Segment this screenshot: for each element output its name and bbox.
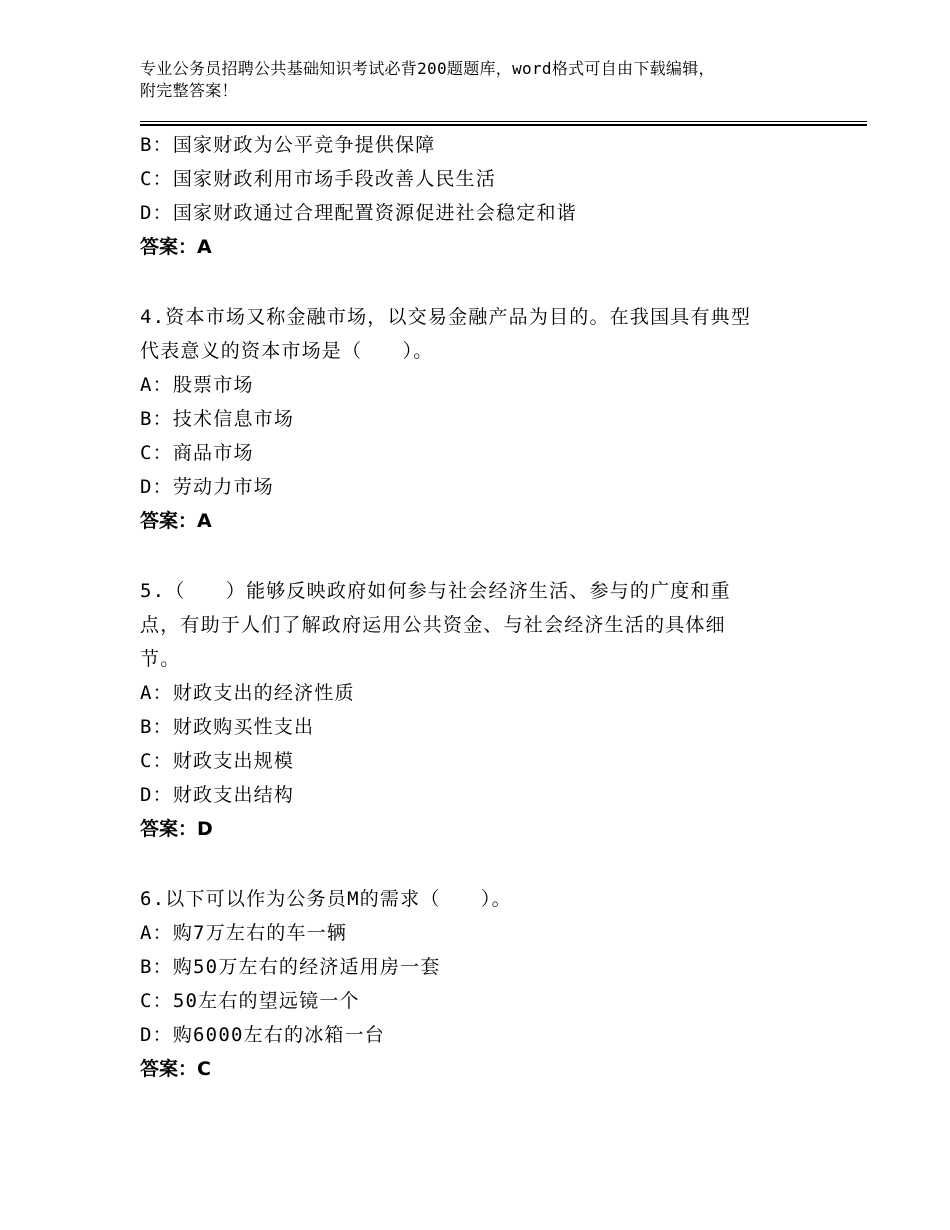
- option-c: C：50左右的望远镜一个: [140, 990, 360, 1012]
- option-b: B：国家财政为公平竞争提供保障: [140, 134, 436, 156]
- option-a: A：财政支出的经济性质: [140, 682, 355, 704]
- spacer: [140, 538, 840, 574]
- option-d: D：国家财政通过合理配置资源促进社会稳定和谐: [140, 202, 577, 224]
- option-b: B：技术信息市场: [140, 408, 295, 430]
- question-block-3: [140, 128, 840, 264]
- question-text-line-3: 节。: [140, 648, 181, 670]
- option-c: C：国家财政利用市场手段改善人民生活: [140, 168, 497, 190]
- question-text-line-2: 代表意义的资本市场是（ ）。: [140, 340, 434, 362]
- option-b: B：购50万左右的经济适用房一套: [140, 956, 441, 978]
- option-d: D：购6000左右的冰箱一台: [140, 1024, 385, 1046]
- answer-line: 答案：D: [140, 818, 213, 840]
- option-a: A：股票市场: [140, 374, 254, 396]
- option-c: C：财政支出规模: [140, 750, 295, 772]
- question-text-line-1: 6.以下可以作为公务员M的需求（ ）。: [140, 888, 512, 910]
- header-divider-thin: [140, 121, 867, 122]
- spacer: [140, 846, 840, 882]
- answer-line: 答案：A: [140, 236, 212, 258]
- document-body: [140, 128, 840, 1086]
- question-text-line-2: 点，有助于人们了解政府运用公共资金、与社会经济生活的具体细: [140, 614, 726, 636]
- answer-line: 答案：A: [140, 510, 212, 532]
- question-text-line-1: 5.（ ）能够反映政府如何参与社会经济生活、参与的广度和重: [140, 580, 731, 602]
- option-c: C：商品市场: [140, 442, 254, 464]
- question-text-line-1: 4.资本市场又称金融市场，以交易金融产品为目的。在我国具有典型: [140, 306, 752, 328]
- page-header: [140, 58, 840, 102]
- answer-line: 答案：C: [140, 1058, 211, 1080]
- spacer: [140, 264, 840, 300]
- question-block-4: [140, 300, 840, 538]
- option-d: D：财政支出结构: [140, 784, 295, 806]
- option-a: A：购7万左右的车一辆: [140, 922, 348, 944]
- option-b: B：财政购买性支出: [140, 716, 315, 738]
- header-line-2: 附完整答案！: [140, 81, 238, 100]
- header-divider-thick: [140, 124, 867, 126]
- question-block-5: [140, 574, 840, 846]
- question-block-6: [140, 882, 840, 1086]
- header-line-1: 专业公务员招聘公共基础知识考试必背200题题库，word格式可自由下载编辑，: [140, 59, 715, 78]
- option-d: D：劳动力市场: [140, 476, 274, 498]
